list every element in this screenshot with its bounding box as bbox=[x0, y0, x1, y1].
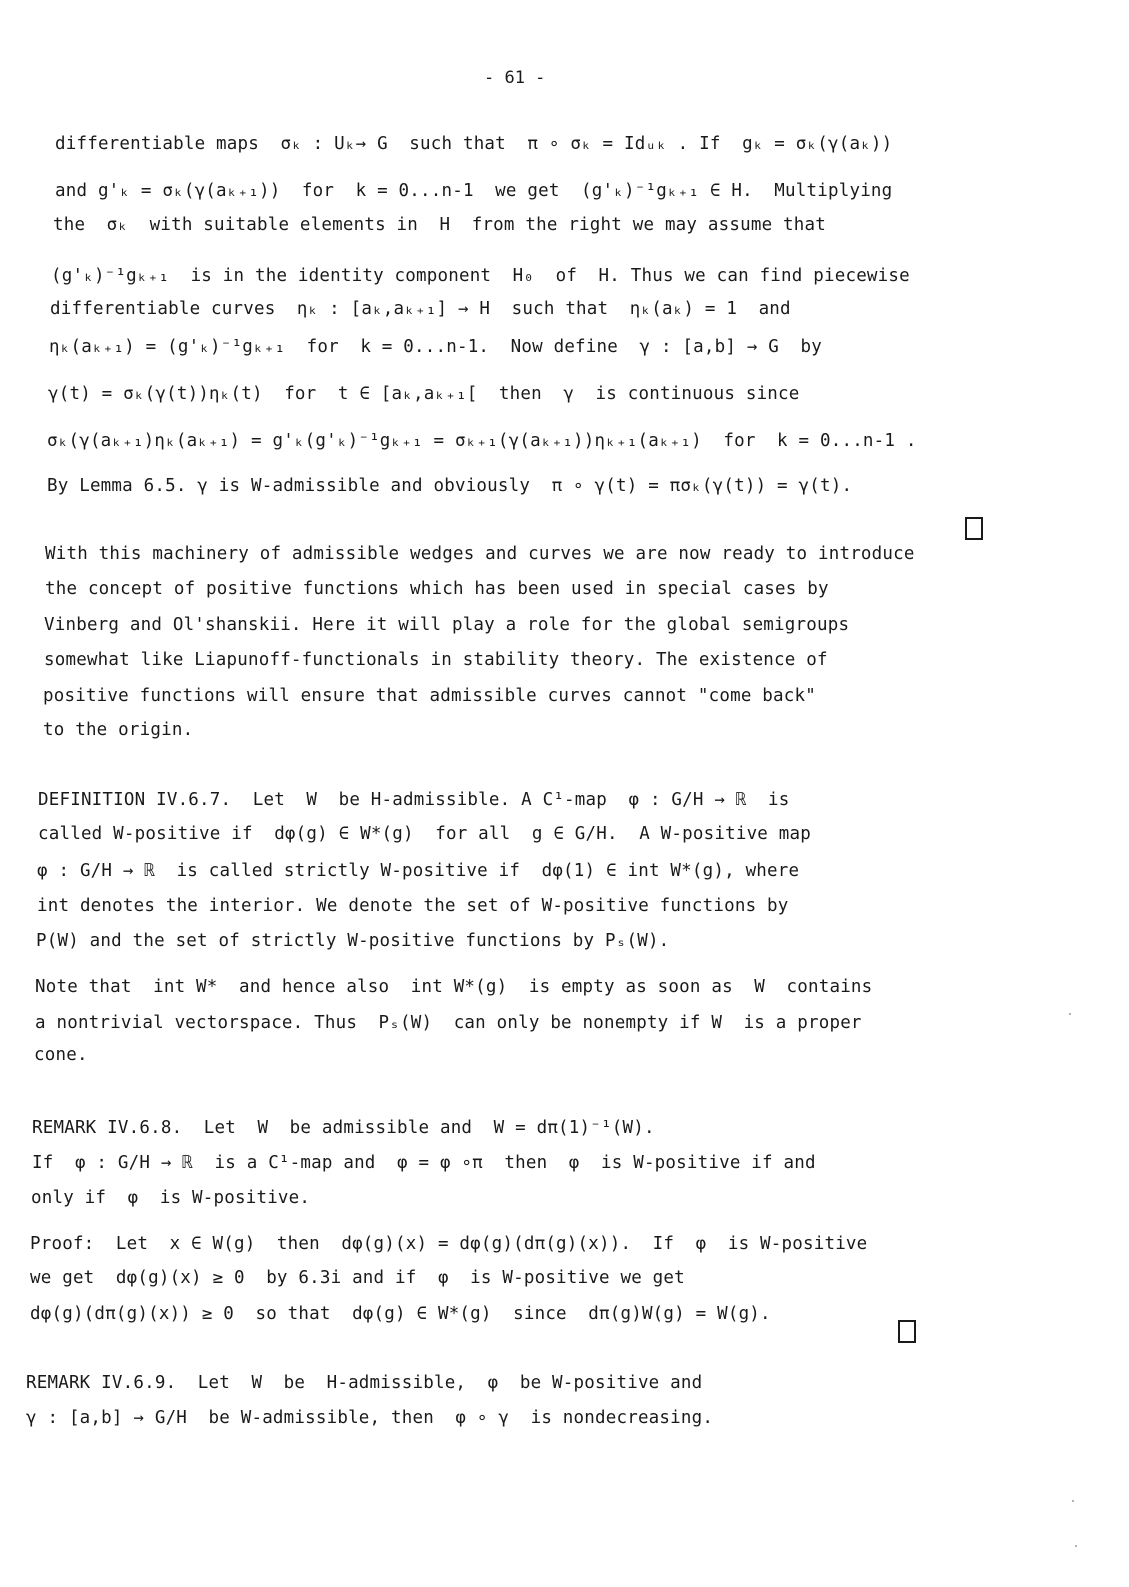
proof-line-4: (g'ₖ)⁻¹gₖ₊₁ is in the identity component H₀ of H. Thus we can find piecewise bbox=[51, 266, 910, 286]
remark-869-line-1: REMARK IV.6.9. Let W be H-admissible, φ be W-positive and bbox=[26, 1373, 703, 1393]
intro-line-3: Vinberg and Ol'shanskii. Here it will play a role for the global semigroups bbox=[44, 615, 850, 635]
intro-line-4: somewhat like Liapunoff-functionals in stability theory. The existence of bbox=[44, 650, 828, 670]
proof-line-5: differentiable curves ηₖ : [aₖ,aₖ₊₁] → H such that ηₖ(aₖ) = 1 and bbox=[50, 299, 791, 319]
proof-line-1: differentiable maps σₖ : Uₖ→ G such that π ∘ σₖ = Idᵤₖ . If gₖ = σₖ(γ(aₖ)) bbox=[55, 134, 893, 154]
remark-869-line-2: γ : [a,b] → G/H be W-admissible, then φ ∘ γ is nondecreasing. bbox=[26, 1408, 714, 1428]
intro-line-6: to the origin. bbox=[43, 720, 194, 740]
definition-line-5: P(W) and the set of strictly W-positive functions by Pₛ(W). bbox=[36, 931, 670, 951]
scan-speck bbox=[1075, 1545, 1077, 1547]
note-line-1: Note that int W* and hence also int W*(g) is empty as soon as W contains bbox=[35, 977, 873, 997]
qed-box-2 bbox=[898, 1320, 916, 1343]
proof-868-line-3: dφ(g)(dπ(g)(x)) ≥ 0 so that dφ(g) ∈ W*(g) since dπ(g)W(g) = W(g). bbox=[30, 1304, 771, 1324]
definition-line-2: called W-positive if dφ(g) ∈ W*(g) for all g ∈ G/H. A W-positive map bbox=[38, 824, 811, 844]
remark-868-line-1: REMARK IV.6.8. Let W be admissible and W = dπ(1)⁻¹(W). bbox=[32, 1118, 655, 1138]
scan-speck bbox=[1069, 1013, 1071, 1015]
definition-line-4: int denotes the interior. We denote the set of W-positive functions by bbox=[37, 896, 789, 916]
remark-868-line-3: only if φ is W-positive. bbox=[31, 1188, 311, 1208]
intro-line-5: positive functions will ensure that admissible curves cannot "come back" bbox=[43, 686, 816, 706]
proof-line-7: γ(t) = σₖ(γ(t))ηₖ(t) for t ∈ [aₖ,aₖ₊₁[ then γ is continuous since bbox=[48, 384, 800, 404]
intro-line-1: With this machinery of admissible wedges and curves we are now ready to introduce bbox=[45, 544, 915, 564]
proof-868-line-1: Proof: Let x ∈ W(g) then dφ(g)(x) = dφ(g)(dπ(g)(x)). If φ is W-positive bbox=[30, 1234, 868, 1254]
page-number: - 61 - bbox=[484, 68, 546, 88]
note-line-2: a nontrivial vectorspace. Thus Pₛ(W) can only be nonempty if W is a proper bbox=[35, 1013, 862, 1033]
proof-line-6: ηₖ(aₖ₊₁) = (g'ₖ)⁻¹gₖ₊₁ for k = 0...n-1. Now define γ : [a,b] → G by bbox=[49, 337, 822, 357]
proof-line-8: σₖ(γ(aₖ₊₁)ηₖ(aₖ₊₁) = g'ₖ(g'ₖ)⁻¹gₖ₊₁ = σₖ₊₁(γ(aₖ₊₁))ηₖ₊₁(aₖ₊₁) for k = 0...n-1 . bbox=[47, 431, 917, 451]
scan-speck bbox=[1072, 1500, 1074, 1502]
intro-line-2: the concept of positive functions which has been used in special cases by bbox=[45, 579, 829, 599]
proof-line-3: the σₖ with suitable elements in H from the right we may assume that bbox=[53, 215, 826, 235]
definition-line-3: φ : G/H → ℝ is called strictly W-positive if dφ(1) ∈ int W*(g), where bbox=[37, 861, 800, 881]
remark-868-line-2: If φ : G/H → ℝ is a C¹-map and φ = φ ∘π then φ is W-positive if and bbox=[32, 1153, 816, 1173]
qed-box-1 bbox=[965, 517, 983, 540]
note-line-3: cone. bbox=[34, 1045, 88, 1065]
definition-line-1: DEFINITION IV.6.7. Let W be H-admissible. A C¹-map φ : G/H → ℝ is bbox=[38, 790, 790, 810]
proof-line-9: By Lemma 6.5. γ is W-admissible and obviously π ∘ γ(t) = πσₖ(γ(t)) = γ(t). bbox=[47, 476, 853, 496]
proof-868-line-2: we get dφ(g)(x) ≥ 0 by 6.3i and if φ is W-positive we get bbox=[30, 1268, 685, 1288]
proof-line-2: and g'ₖ = σₖ(γ(aₖ₊₁)) for k = 0...n-1 we get (g'ₖ)⁻¹gₖ₊₁ ∈ H. Multiplying bbox=[55, 181, 893, 201]
